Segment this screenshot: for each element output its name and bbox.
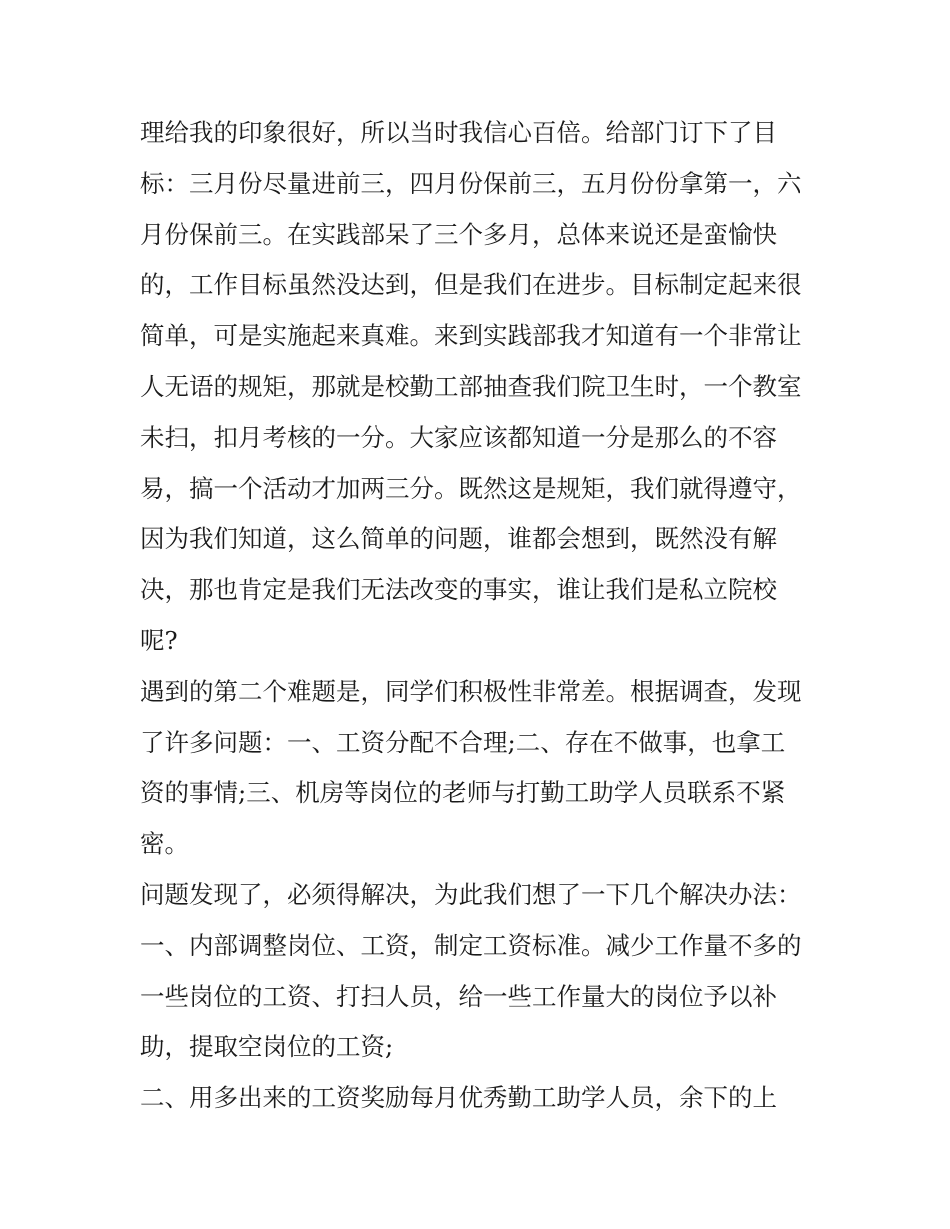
text-line: 资的事情;三、机房等岗位的老师与打勤工助学人员联系不紧 [140, 778, 786, 808]
text-line: 理给我的印象很好，所以当时我信心百倍。给部门订下了目 [140, 118, 777, 147]
text-line: 二、用多出来的工资奖励每月优秀勤工助学人员，余下的上 [140, 1083, 777, 1113]
text-line: 简单，可是实施起来真难。来到实践部我才知道有一个非常让 [140, 321, 802, 351]
text-line: 标：三月份尽量进前三，四月份保前三，五月份份拿第一，六 [140, 168, 802, 198]
text-line: 助，提取空岗位的工资; [140, 1032, 394, 1062]
text-line: 人无语的规矩，那就是校勤工部抽查我们院卫生时，一个教室 [140, 371, 802, 401]
text-line: 因为我们知道，这么简单的问题，谁都会想到，既然没有解 [140, 524, 777, 554]
text-line: 密。 [140, 829, 189, 859]
text-line: 月份保前三。在实践部呆了三个多月，总体来说还是蛮愉快 [140, 219, 777, 249]
text-line: 一、内部调整岗位、工资，制定工资标准。减少工作量不多的 [140, 930, 802, 960]
text-line: 的，工作目标虽然没达到，但是我们在进步。目标制定起来很 [140, 270, 802, 300]
text-line: 了许多问题：一、工资分配不合理;二、存在不做事，也拿工 [140, 727, 786, 757]
text-line: 问题发现了，必须得解决，为此我们想了一下几个解决办法： [140, 879, 802, 909]
text-line: 易，搞一个活动才加两三分。既然这是规矩，我们就得遵守， [140, 473, 802, 503]
text-line: 一些岗位的工资、打扫人员，给一些工作量大的岗位予以补 [140, 981, 777, 1011]
text-line: 未扫，扣月考核的一分。大家应该都知道一分是那么的不容 [140, 422, 777, 452]
text-line: 呢? [140, 625, 178, 655]
text-line: 决，那也肯定是我们无法改变的事实，谁让我们是私立院校 [140, 575, 777, 605]
document-body [140, 108, 830, 1124]
text-line: 遇到的第二个难题是，同学们积极性非常差。根据调查，发现 [140, 676, 802, 706]
